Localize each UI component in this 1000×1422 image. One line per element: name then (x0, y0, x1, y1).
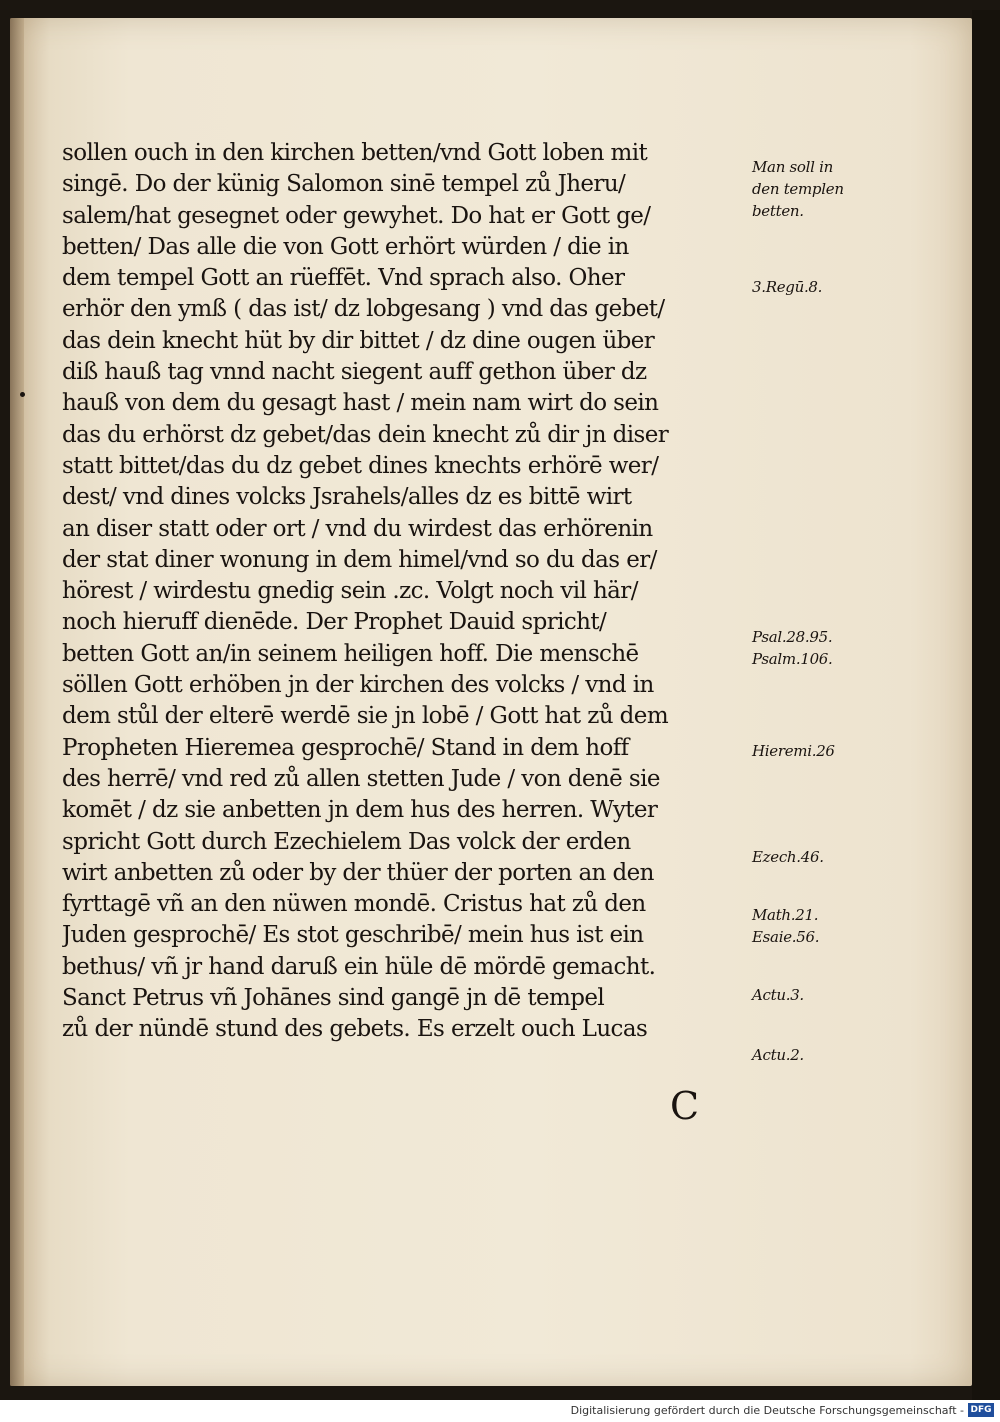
dfg-logo[interactable]: DFG (968, 1403, 994, 1417)
text-line: diß hauß tag vnnd nacht siegent auff gethon über dz (62, 359, 647, 386)
text-line: hörest / wirdestu gnedig sein .zc. Volgt noch vil här/ (62, 578, 638, 605)
text-line: dem stůl der elterē werdē sie jn lobē / Gott hat zů dem (62, 703, 669, 730)
margin-note-templen (752, 156, 844, 222)
footer-credit: Digitalisierung gefördert durch die Deutsche Forschungsgemeinschaft - (570, 1404, 964, 1417)
text-line: zů der nündē stund des gebets. Es erzelt ouch Lucas (62, 1016, 648, 1043)
text-line: wirt anbetten zů oder by der thüer der porten an den (62, 859, 654, 886)
text-line: an diser statt oder ort / vnd du wirdest das erhörenin (62, 515, 653, 542)
text-line: bethus/ vñ jr hand daruß ein hüle dē mördē gemacht. (62, 953, 656, 980)
margin-note-regum: 3.Regū.8. (752, 278, 823, 296)
margin-note-math-esaie (752, 904, 819, 948)
margin-note-actu3: Actu.3. (752, 986, 804, 1004)
text-line: das du erhörst dz gebet/das dein knecht zů dir jn diser (62, 421, 669, 448)
margin-note-hieremi: Hieremi.26 (752, 742, 835, 760)
text-line: hauß von dem du gesagt hast / mein nam wirt do sein (62, 390, 659, 417)
text-line: des herrē/ vnd red zů allen stetten Jude / von denē sie (62, 765, 660, 792)
text-line: Sanct Petrus vñ Johānes sind gangē jn dē tempel (62, 985, 605, 1012)
text-line: betten/ Das alle die von Gott erhört würden / die in (62, 233, 629, 260)
text-line: singē. Do der künig Salomon sinē tempel zů Jheru/ (62, 171, 626, 198)
text-line: söllen Gott erhöben jn der kirchen des volcks / vnd in (62, 672, 654, 699)
text-line: fyrttagē vñ an den nüwen mondē. Cristus hat zů den (62, 891, 646, 918)
text-line: sollen ouch in den kirchen betten/vnd Gott loben mit (62, 140, 648, 166)
margin-note-line: Math.21. (752, 906, 819, 924)
text-line: spricht Gott durch Ezechielem Das volck der erden (62, 828, 631, 855)
text-line: noch hieruff dienēde. Der Prophet Dauid spricht/ (62, 609, 607, 636)
ink-dot (20, 392, 25, 397)
main-text-block (62, 138, 752, 1046)
margin-note-psalms (752, 626, 833, 670)
margin-note-line: Man soll in (752, 158, 833, 176)
text-line: dem tempel Gott an rüeffēt. Vnd sprach also. Oher (62, 265, 625, 292)
text-line: Juden gesprochē/ Es stot geschribē/ mein hus ist ein (62, 922, 644, 949)
page-binding-edge (10, 18, 24, 1386)
dark-scan-border (972, 10, 1000, 1400)
text-line: dest/ vnd dines volcks Jsrahels/alles dz es bittē wirt (62, 484, 632, 511)
text-line: komēt / dz sie anbetten jn dem hus des herren. Wyter (62, 797, 658, 824)
text-line: statt bittet/das du dz gebet dines knechts erhörē wer/ (62, 452, 659, 479)
text-line: Propheten Hieremea gesprochē/ Stand in dem hoff (62, 734, 629, 761)
margin-note-actu2: Actu.2. (752, 1046, 804, 1064)
margin-note-line: Esaie.56. (752, 928, 820, 946)
margin-note-line: Psalm.106. (752, 650, 833, 668)
text-line: der stat diner wonung in dem himel/vnd so du das er/ (62, 546, 657, 573)
text-line: das dein knecht hüt by dir bittet / dz dine ougen über (62, 327, 655, 354)
margin-note-line: Psal.28.95. (752, 628, 833, 646)
margin-note-line: betten. (752, 202, 804, 220)
footer-bar (0, 1400, 1000, 1422)
margin-note-ezech: Ezech.46. (752, 848, 824, 866)
signature-mark: C (670, 1084, 700, 1128)
text-line: salem/hat gesegnet oder gewyhet. Do hat er Gott ge/ (62, 202, 651, 229)
text-line: erhör den ymß ( das ist/ dz lobgesang ) vnd das gebet/ (62, 296, 665, 323)
margin-note-line: den templen (752, 180, 844, 198)
text-line: betten Gott an/in seinem heiligen hoff. Die menschē (62, 640, 639, 667)
